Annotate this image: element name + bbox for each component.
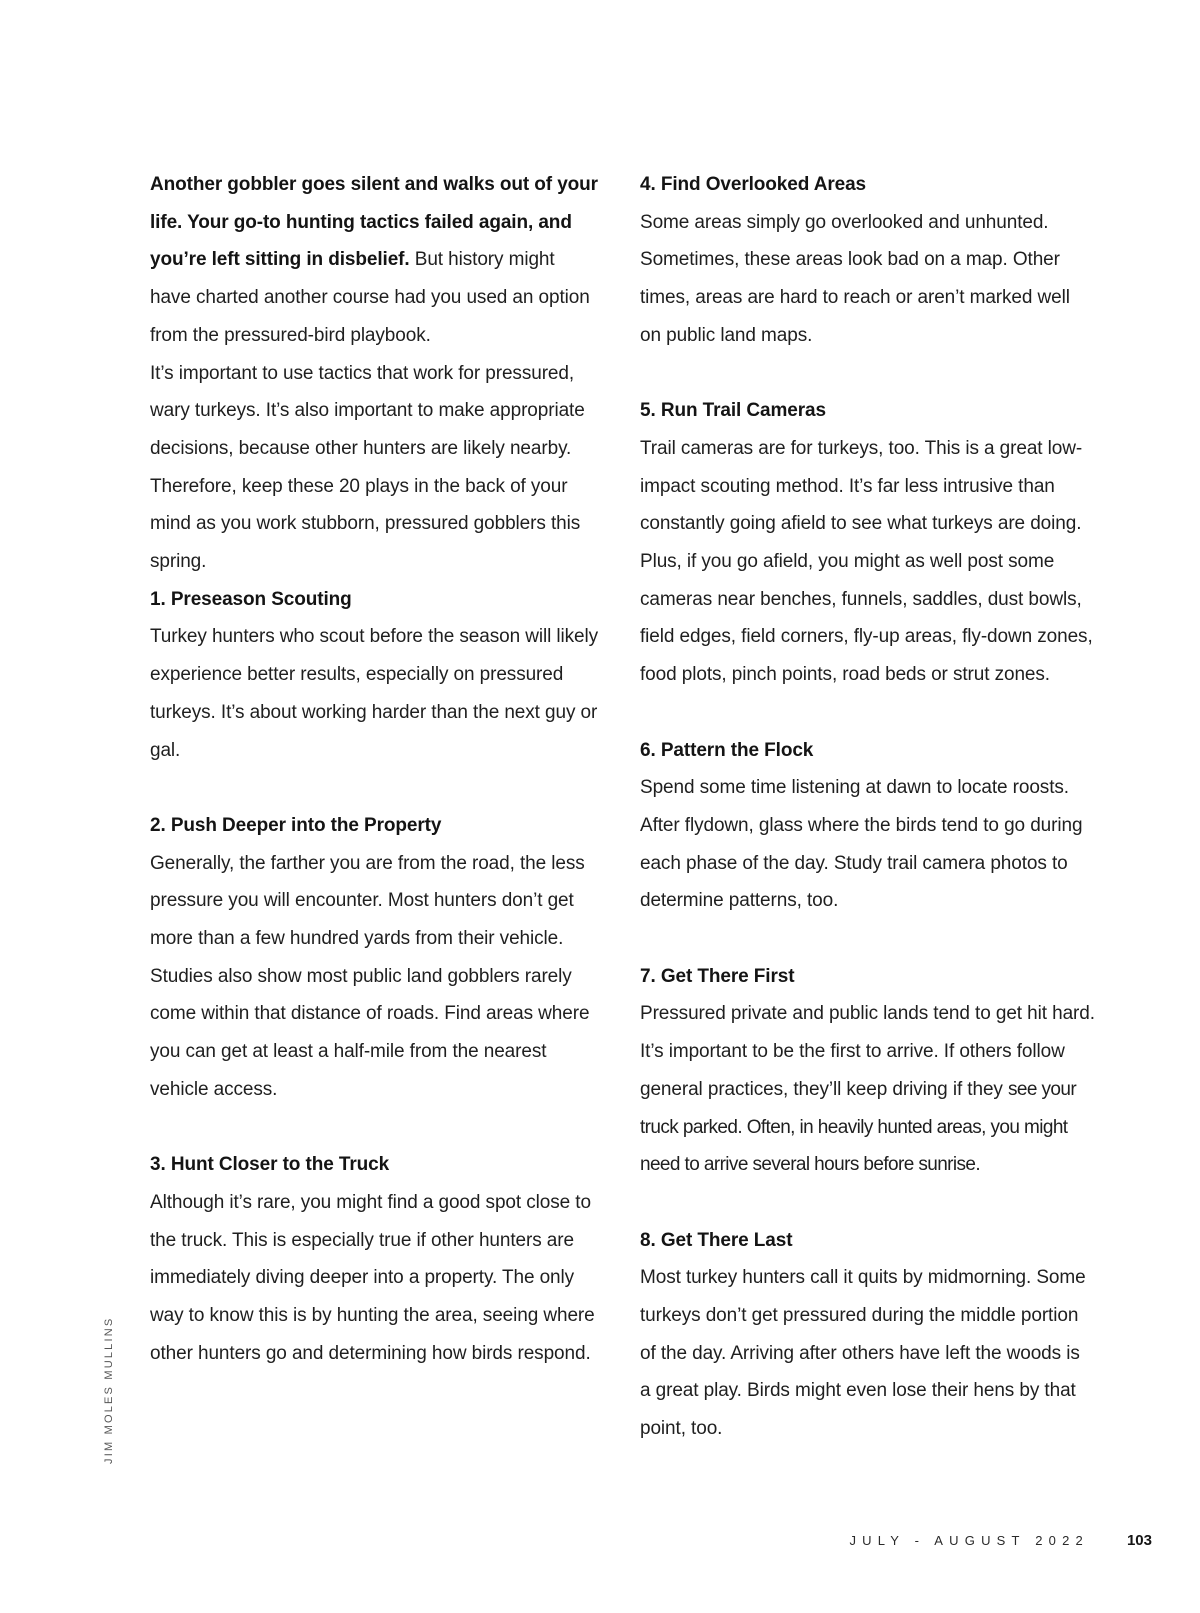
section-body: Most turkey hunters call it quits by midmorning. Some turkeys don’t get pressured during the middle portion of the day. Arriving after others have left the woods is a great play. Birds might even lose their hens by that point, too. xyxy=(640,1267,1086,1440)
section-heading: 7. Get There First xyxy=(640,965,795,987)
section-heading: 2. Push Deeper into the Property xyxy=(150,814,442,836)
section-body xyxy=(640,995,1095,1184)
section-heading: 3. Hunt Closer to the Truck xyxy=(150,1154,390,1176)
section-heading: 5. Run Trail Cameras xyxy=(640,400,826,422)
section-8 xyxy=(640,1222,1095,1448)
section-body: Although it’s rare, you might find a good spot close to the truck. This is especially true if other hunters are immediately diving deeper into a property. The only way to know this is by hunting the area, seeing where other hunters go and determining how birds respond. xyxy=(150,1191,595,1364)
photo-credit: JIM MOLES MULLINS xyxy=(103,1316,115,1464)
intro-lead: Another gobbler goes silent and walks out of your life. Your go-to hunting tactics failed again, and you’re left sitting in disbelief. xyxy=(150,174,598,271)
right-column xyxy=(640,166,1095,1448)
section-heading: 6. Pattern the Flock xyxy=(640,739,814,761)
intro-paragraph xyxy=(150,166,600,355)
issue-date: JULY - AUGUST 2022 xyxy=(849,1533,1089,1548)
page-number: 103 xyxy=(1126,1532,1152,1549)
section-6 xyxy=(640,732,1095,921)
section-heading: 8. Get There Last xyxy=(640,1229,793,1251)
section-heading: 1. Preseason Scouting xyxy=(150,588,352,610)
intro-paragraph-2: It’s important to use tactics that work for pressured, wary turkeys. It’s also important to make appropriate decisions, because other hunters are likely nearby. Therefore, keep these 20 plays in the back of your mind as you work stubborn, pressured gobblers this spring. xyxy=(150,362,585,573)
page-footer xyxy=(849,1532,1152,1549)
section-5 xyxy=(640,392,1095,694)
section-body: Turkey hunters who scout before the season will likely experience better results, especially on pressured turkeys. It’s about working harder than the next guy or gal. xyxy=(150,626,599,761)
section-heading: 4. Find Overlooked Areas xyxy=(640,174,867,195)
section-body-condensed: see your truck parked. Often, in heavily hunted areas, you might need to arrive several hours before sunrise. xyxy=(640,1078,1077,1176)
section-3 xyxy=(150,1146,600,1372)
section-body: Some areas simply go overlooked and unhunted. Sometimes, these areas look bad on a map. Other times, areas are hard to reach or aren’t marked well on public land maps. xyxy=(640,211,1070,346)
section-body-main: Pressured private and public lands tend to get hit hard. It’s important to be the first to arrive. If others follow general practices, they’ll keep driving if they xyxy=(640,1003,1095,1100)
section-2 xyxy=(150,807,600,1109)
section-1 xyxy=(150,581,600,770)
intro-rest: But history might have charted another course had you used an option from the pressured-bird playbook. xyxy=(150,249,590,346)
left-column xyxy=(150,166,600,1372)
section-body: Spend some time listening at dawn to locate roosts. After flydown, glass where the birds tend to go during each phase of the day. Study trail camera photos to determine patterns, too. xyxy=(640,777,1083,912)
section-4 xyxy=(640,166,1095,355)
section-body: Trail cameras are for turkeys, too. This is a great low-impact scouting method. It’s far less intrusive than constantly going afield to see what turkeys are doing. Plus, if you go afield, you might as well post some cameras near benches, funnels, saddles, dust bowls, field edges, field corners, fly-up areas, fly-down zones, food plots, pinch points, road beds or strut zones. xyxy=(640,437,1093,686)
section-7 xyxy=(640,958,1095,1184)
section-body: Generally, the farther you are from the road, the less pressure you will encounter. Most hunters don’t get more than a few hundred yards from their vehicle. Studies also show most public land gobblers rarely come within that distance of roads. Find areas where you can get at least a half-mile from the nearest vehicle access. xyxy=(150,852,590,1100)
